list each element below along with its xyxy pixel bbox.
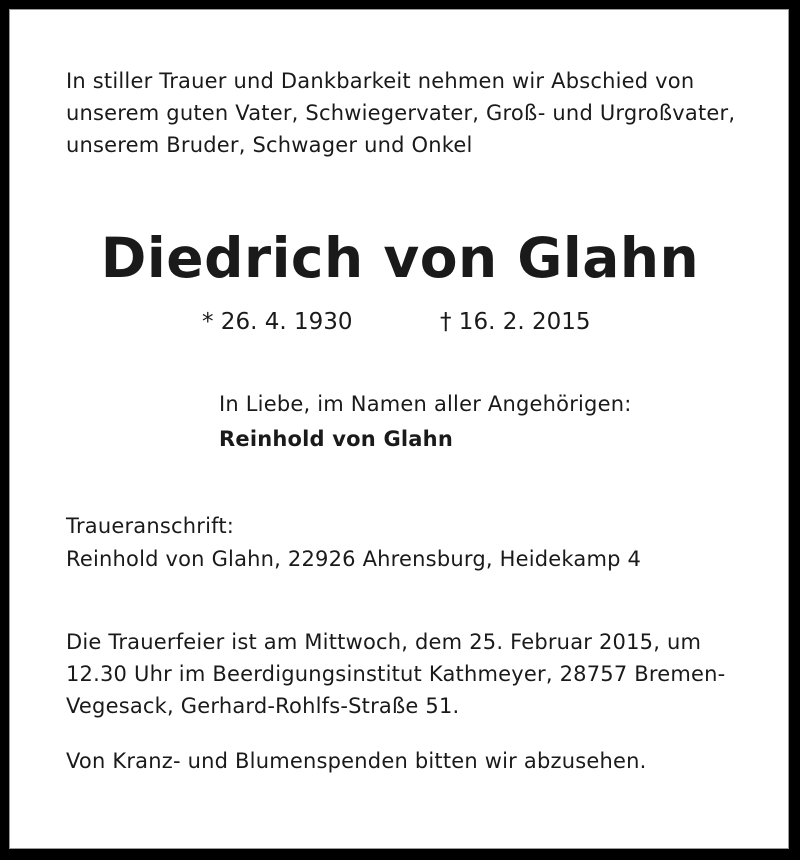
ceremony-line: Vegesack, Gerhard-Rohlfs-Straße 51. [66, 694, 460, 718]
flowers-note: Von Kranz- und Blumenspenden bitten wir abzusehen. [66, 749, 647, 773]
mourning-address: Reinhold von Glahn, 22926 Ahrensburg, Heidekamp 4 [66, 547, 642, 571]
address-label: Traueranschrift: [66, 514, 235, 538]
death-date: † 16. 2. 2015 [440, 309, 591, 335]
ceremony-line: Die Trauerfeier ist am Mittwoch, dem 25. Februar 2015, um [66, 630, 702, 654]
intro-text [66, 65, 735, 161]
obituary-notice [9, 9, 789, 849]
deceased-name: Diedrich von Glahn [100, 226, 700, 290]
intro-line: unserem Bruder, Schwager und Onkel [66, 133, 473, 157]
ceremony-info [66, 626, 725, 722]
signoff-text: In Liebe, im Namen aller Angehörigen: [219, 392, 632, 416]
intro-line: unserem guten Vater, Schwiegervater, Groß- und Urgroßvater, [66, 101, 736, 125]
birth-date: * 26. 4. 1930 [202, 309, 353, 335]
ceremony-line: 12.30 Uhr im Beerdigungsinstitut Kathmeyer, 28757 Bremen- [66, 662, 726, 686]
intro-line: In stiller Trauer und Dankbarkeit nehmen wir Abschied von [66, 69, 695, 93]
signer-name: Reinhold von Glahn [219, 427, 453, 451]
